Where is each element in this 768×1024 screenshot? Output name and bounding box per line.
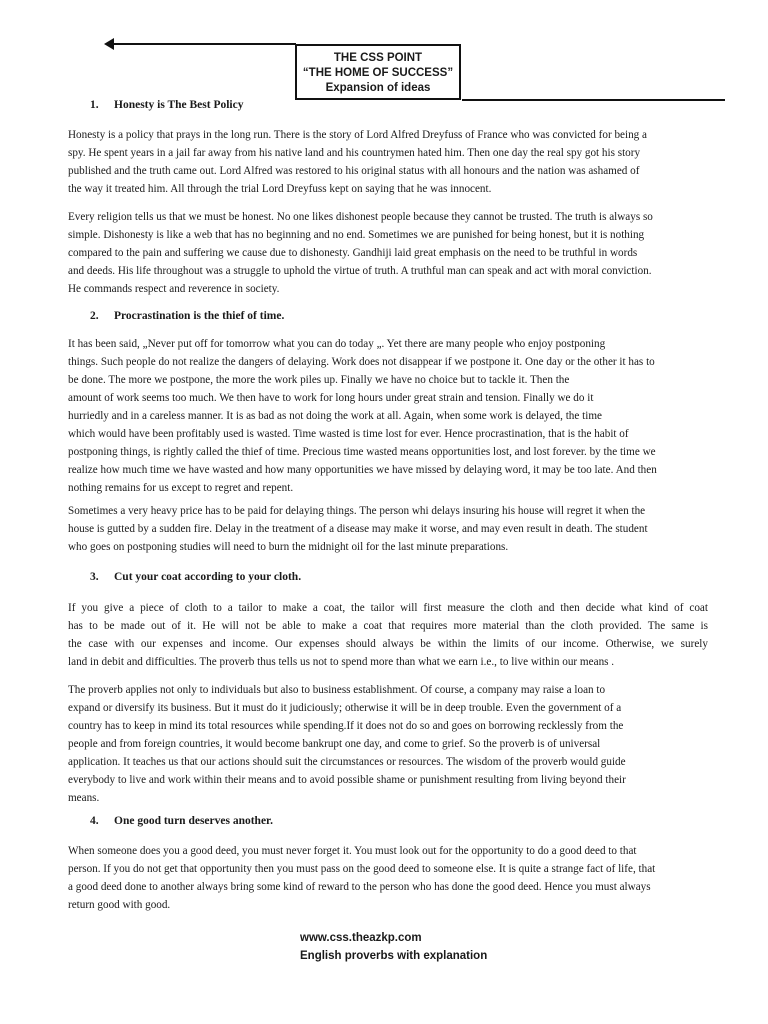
text-line: expand or diversify its business. But it must do it judiciously; otherwise it will be in deep trouble. Even the government of a — [68, 702, 622, 714]
text-line: person. If you do not get that opportunity then you must pass on the good deed to someone else. It is quite a strange fact of life, that — [68, 863, 656, 875]
text-line: land in debit and difficulties. The proverb thus tells us not to spend more than what we earn i.e., to live within our means . — [68, 656, 615, 668]
text-line: house is gutted by a sudden fire. Delay in the treatment of a disease may make it worse, and may even result in death. The student — [68, 523, 648, 535]
text-line: The proverb applies not only to individuals but also to business establishment. Of course, a company may raise a loan to — [68, 684, 606, 696]
text-line: published and the truth came out. Lord Alfred was restored to his original status with all honours and the nation was ashamed of — [68, 165, 640, 177]
text-line: everybody to live and work within their means and to avoid possible shame or punishment resulting from living beyond their — [68, 774, 626, 786]
section-4-heading — [90, 815, 273, 827]
section-1-paragraph-2 — [68, 208, 708, 298]
section-3-paragraph-2 — [68, 681, 708, 807]
text-line: which would have been profitably used is wasted. Time wasted is time lost for ever. Hence procrastination, that is the habit of — [68, 428, 629, 440]
text-line: things. Such people do not realize the dangers of delaying. Work does not disappear if we postpone it. One day or the other it has to — [68, 356, 655, 368]
section-4-paragraph-1 — [68, 842, 708, 914]
header-title-box — [295, 44, 461, 100]
footer-url: www.css.theazkp.com — [300, 932, 422, 944]
text-line: a good deed done to another always bring some kind of reward to the person who has done the good deed. Hence you must always — [68, 881, 651, 893]
text-line: the way it treated him. All through the trial Lord Dreyfuss kept on saying that he was innocent. — [68, 183, 492, 195]
text-line: When someone does you a good deed, you must never forget it. You must look out for the opportunity to do a good deed to that — [68, 845, 637, 857]
text-line: realize how much time we have wasted and how many opportunities we have missed by delaying word, it may be too late. And then — [68, 464, 657, 476]
text-line: If you give a piece of cloth to a tailor to make a coat, the tailor will first measure the cloth and then decide what kind of coat — [68, 602, 708, 614]
header-rule-left — [112, 43, 296, 45]
section-3-paragraph-1 — [68, 599, 708, 671]
section-number: 2. — [90, 310, 99, 322]
text-line: Sometimes a very heavy price has to be paid for delaying things. The person whi delays insuring his house will regret it when the — [68, 505, 646, 517]
text-line: It has been said, „Never put off for tomorrow what you can do today „. Yet there are many people who enjoy postponing — [68, 338, 606, 350]
text-line: who goes on postponing studies will need to burn the midnight oil for the last minute preparations. — [68, 541, 509, 553]
text-line: simple. Dishonesty is like a web that has no beginning and no end. Sometimes we are punished for being honest, but it is nothing — [68, 229, 645, 241]
section-1-paragraph-1 — [68, 126, 708, 198]
text-line: nothing remains for us except to regret and repent. — [68, 482, 294, 494]
section-1-heading — [90, 99, 243, 111]
text-line: application. It teaches us that our actions should suit the circumstances or resources. The wisdom of the proverb would guide — [68, 756, 626, 768]
text-line: means. — [68, 792, 100, 804]
section-2-heading — [90, 310, 284, 322]
text-line: people and from foreign countries, it would become bankrupt one day, and come to grief. So the proverb is of universal — [68, 738, 601, 750]
text-line: be done. The more we postpone, the more the work piles up. Finally we have no choice but to tackle it. Then the — [68, 374, 570, 386]
section-title: One good turn deserves another. — [114, 815, 273, 827]
header-line-1: THE CSS POINT — [333, 52, 423, 64]
section-2-paragraph-1 — [68, 335, 708, 497]
text-line: the case with our expenses and income. Our expenses should always be within the limits of our income. Otherwise, we surely — [68, 638, 708, 650]
text-line: country has to keep in mind its total resources while spending.If it does not do so and goes on borrowing recklessly from the — [68, 720, 624, 732]
text-line: spy. He spent years in a jail far away from his native land and his countrymen hated him. Then one day the real spy got his story — [68, 147, 641, 159]
text-line: postponing things, is rightly called the thief of time. Precious time wasted means opportunities lost, and lost forever. by the time we — [68, 446, 656, 458]
section-2-paragraph-2 — [68, 502, 708, 556]
text-line: amount of work seems too much. We then have to work for long hours under great strain and tension. Finally we do it — [68, 392, 594, 404]
section-number: 1. — [90, 99, 99, 111]
header-line-3: Expansion of ideas — [325, 82, 431, 94]
section-number: 4. — [90, 815, 99, 827]
text-line: Every religion tells us that we must be honest. No one likes dishonest people because they cannot be trusted. The truth is always so — [68, 211, 653, 223]
section-number: 3. — [90, 571, 99, 583]
header-line-2: “THE HOME OF SUCCESS” — [302, 67, 454, 79]
text-line: compared to the pain and suffering we cause due to dishonesty. Gandhiji laid great emphasis on the need to be truthful in words — [68, 247, 638, 259]
text-line: hurriedly and in a careless manner. It is as bad as not doing the work at all. Again, when some work is delayed, the time — [68, 410, 602, 422]
text-line: and deeds. His life throughout was a struggle to uphold the virtue of truth. A truthful man can speak and act with moral conviction. — [68, 265, 652, 277]
section-title: Honesty is The Best Policy — [114, 99, 244, 111]
section-title: Procrastination is the thief of time. — [114, 310, 285, 322]
section-3-heading — [90, 571, 301, 583]
text-line: return good with good. — [68, 899, 171, 911]
footer-subtitle: English proverbs with explanation — [300, 950, 488, 962]
text-line: Honesty is a policy that prays in the long run. There is the story of Lord Alfred Dreyfuss of France who was convicted for being a — [68, 129, 647, 141]
header-rule-right — [462, 99, 725, 101]
text-line: has to be made out of it. He will not be able to make a coat that requires more material than the cloth provided. The same is — [68, 620, 708, 632]
text-line: He commands respect and reverence in society. — [68, 283, 280, 295]
section-title: Cut your coat according to your cloth. — [114, 571, 302, 583]
